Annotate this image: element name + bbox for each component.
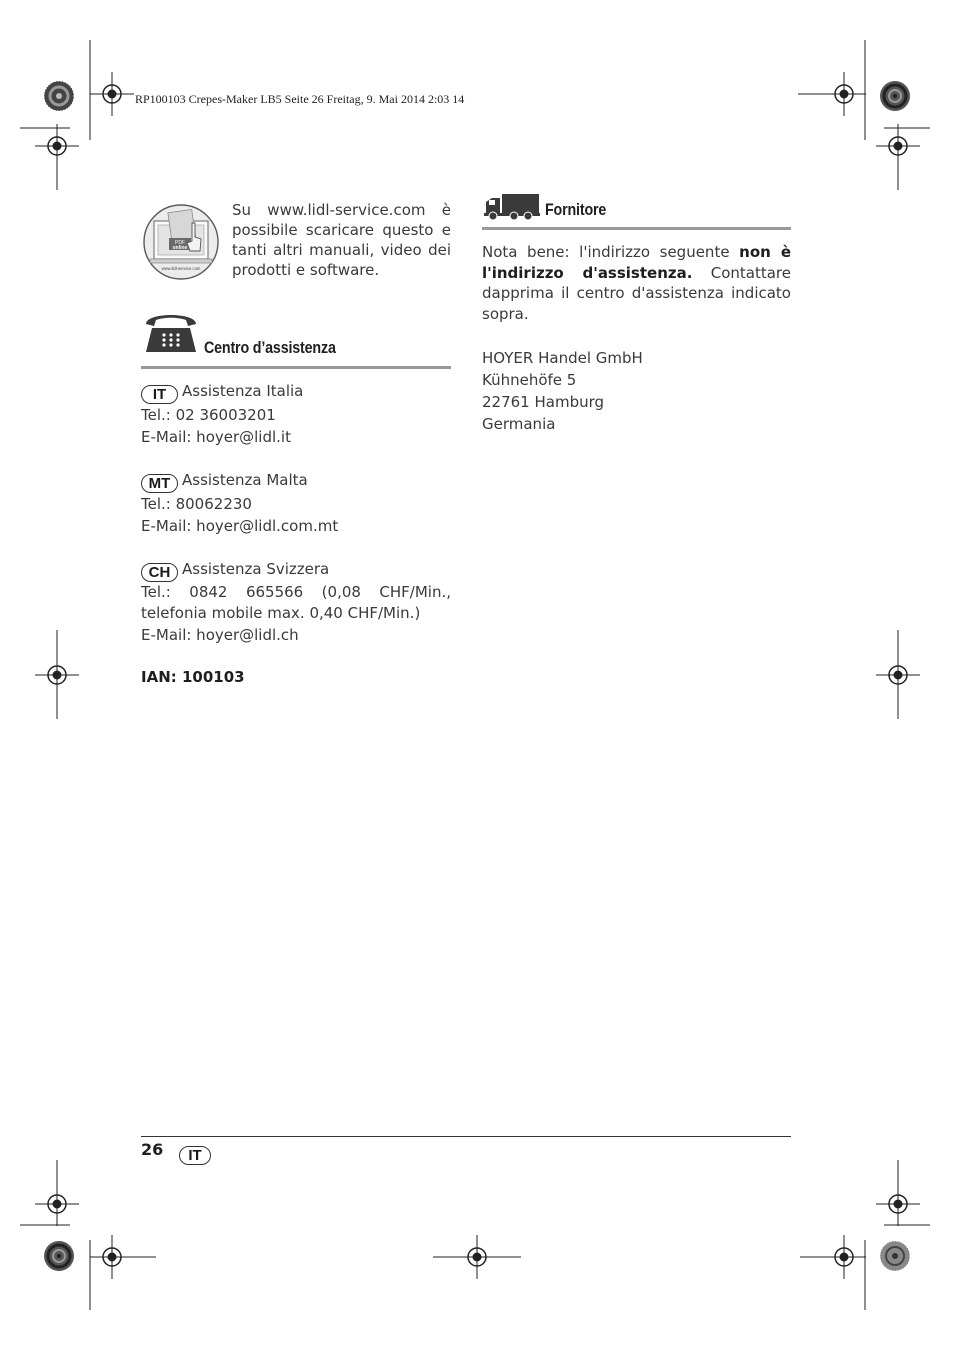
- color-target-bottom-right: [0, 0, 1, 1]
- entry-email: E-Mail: hoyer@lidl.ch: [141, 626, 299, 644]
- footer-language-badge-wrap: [179, 1142, 215, 1165]
- entry-email: E-Mail: hoyer@lidl.it: [141, 428, 291, 446]
- lidl-service-online-icon: [142, 203, 220, 281]
- entry-phone: Tel.: 02 36003201: [141, 406, 276, 424]
- supplier-address: [482, 347, 643, 435]
- ian-number: IAN: 100103: [141, 668, 245, 686]
- intro-line: Su www.lidl-service.com è: [232, 201, 451, 219]
- print-slug-line: RP100103 Crepes-Maker LB5 Seite 26 Freitag, 9. Mai 2014 2:03 14: [135, 92, 465, 106]
- address-street: Kühnehöfe 5: [482, 371, 577, 389]
- service-url-label: www.lidl-service.com: [161, 266, 201, 271]
- note-text: sopra.: [482, 304, 529, 323]
- entry-email: E-Mail: hoyer@lidl.com.mt: [141, 517, 339, 535]
- country-badge-mt: MT: [141, 474, 178, 493]
- address-country: Germania: [482, 415, 556, 433]
- entry-name: Assistenza Svizzera: [182, 560, 330, 578]
- entry-phone: Tel.: 0842 665566 (0,08 CHF/Min.,: [141, 583, 451, 601]
- page-number: 26: [141, 1140, 164, 1159]
- entry-name: Assistenza Italia: [182, 382, 304, 400]
- note-text: dapprima il centro d'assistenza indicato: [482, 284, 791, 302]
- note-bold: non è: [739, 243, 792, 261]
- footer-rule: [141, 1136, 791, 1137]
- intro-line: tanti altri manuali, video dei: [232, 241, 451, 259]
- supplier-note: [482, 242, 791, 324]
- note-text: Nota bene: l'indirizzo seguente: [482, 243, 740, 261]
- intro-line: possibile scaricare questo e: [232, 221, 451, 239]
- assistance-entry-malta: [141, 469, 451, 537]
- truck-icon: [484, 193, 540, 221]
- address-city: 22761 Hamburg: [482, 393, 605, 411]
- supplier-heading-rule: [482, 227, 791, 230]
- assistance-entry-italy: [141, 380, 451, 448]
- supplier-heading: Fornitore: [545, 200, 607, 219]
- pdf-label: PDF: [175, 240, 185, 246]
- footer-language-badge: IT: [179, 1146, 211, 1165]
- assistance-entry-switzerland: [141, 558, 451, 647]
- intro-paragraph: [232, 200, 451, 280]
- entry-name: Assistenza Malta: [182, 471, 308, 489]
- intro-line: prodotti e software.: [232, 261, 380, 279]
- note-bold: l'indirizzo d'assistenza.: [482, 263, 693, 282]
- online-label: online: [172, 245, 188, 251]
- assistance-heading: Centro d’assistenza: [204, 338, 336, 357]
- entry-phone-mobile: telefonia mobile max. 0,40 CHF/Min.): [141, 604, 421, 622]
- country-badge-ch: CH: [141, 563, 178, 582]
- country-badge-it: IT: [141, 385, 178, 404]
- note-text: Contattare: [692, 263, 791, 282]
- assistance-heading-rule: [141, 366, 451, 369]
- address-company: HOYER Handel GmbH: [482, 349, 643, 367]
- telephone-icon: [142, 308, 200, 354]
- entry-phone: Tel.: 80062230: [141, 495, 252, 513]
